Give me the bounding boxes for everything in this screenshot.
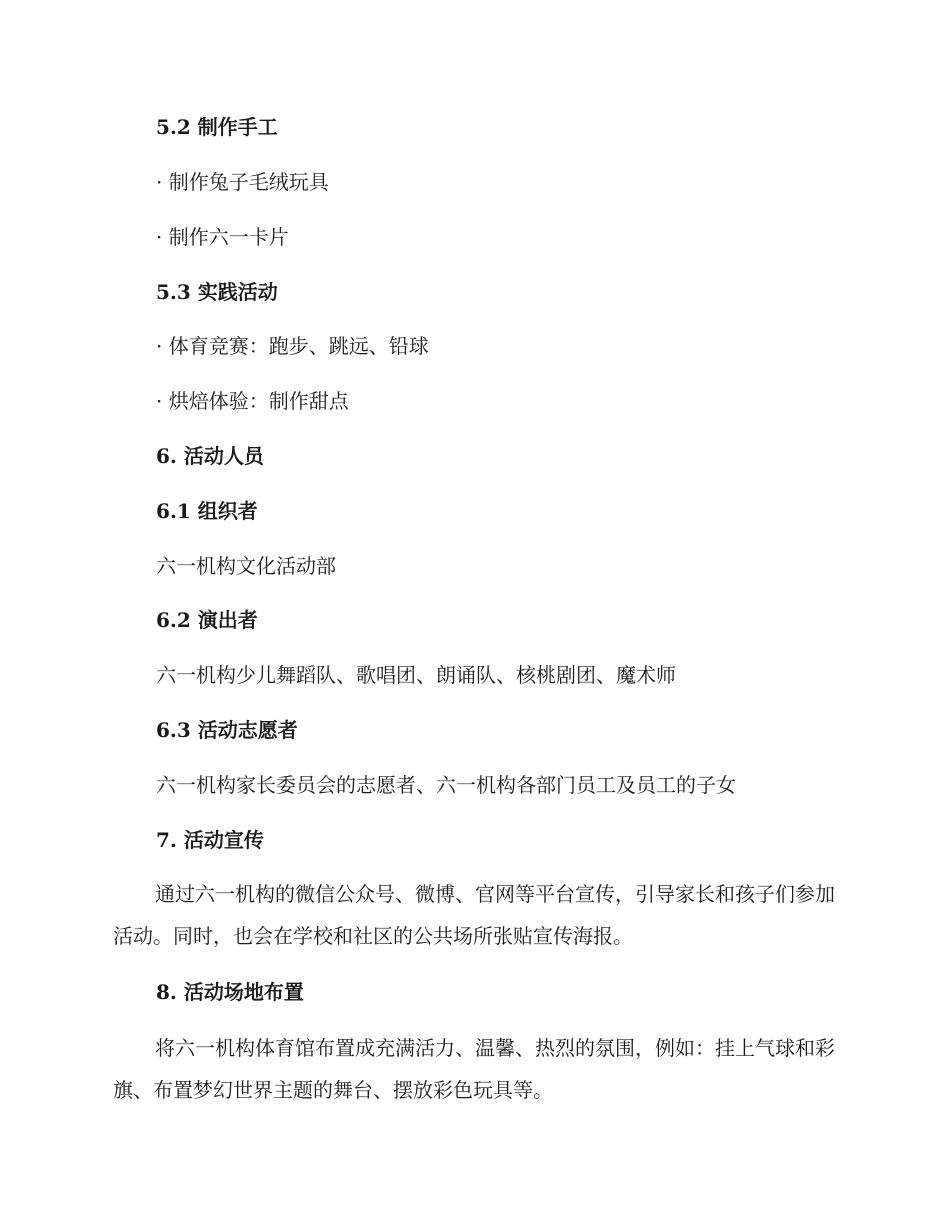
section-heading-6-2: 6.2 演出者 — [156, 608, 258, 632]
bullet-item: · 制作兔子毛绒玩具 — [156, 170, 329, 194]
bullet-item: · 烘焙体验：制作甜点 — [156, 389, 349, 413]
section-heading-7: 7. 活动宣传 — [156, 828, 264, 852]
body-text: 六一机构文化活动部 — [156, 554, 336, 578]
section-heading-8: 8. 活动场地布置 — [156, 980, 304, 1004]
bullet-item: · 体育竞赛：跑步、跳远、铅球 — [156, 334, 429, 358]
bullet-item: · 制作六一卡片 — [156, 225, 289, 249]
section-heading-6-1: 6.1 组织者 — [156, 499, 258, 523]
body-text: 六一机构少儿舞蹈队、歌唱团、朗诵队、核桃剧团、魔术师 — [156, 663, 676, 687]
section-heading-5-3: 5.3 实践活动 — [156, 280, 278, 304]
paragraph-venue-setup: 将六一机构体育馆布置成充满活力、温馨、热烈的氛围，例如：挂上气球和彩旗、布置梦幻世界主题的舞台、摆放彩色玩具等。 — [113, 1036, 835, 1102]
paragraph-promotion: 通过六一机构的微信公众号、微博、官网等平台宣传，引导家长和孩子们参加活动。同时，也会在学校和社区的公共场所张贴宣传海报。 — [113, 882, 835, 948]
body-text: 六一机构家长委员会的志愿者、六一机构各部门员工及员工的子女 — [156, 773, 736, 797]
section-heading-6-3: 6.3 活动志愿者 — [156, 718, 298, 742]
section-heading-5-2: 5.2 制作手工 — [156, 115, 278, 139]
section-heading-6: 6. 活动人员 — [156, 444, 264, 468]
